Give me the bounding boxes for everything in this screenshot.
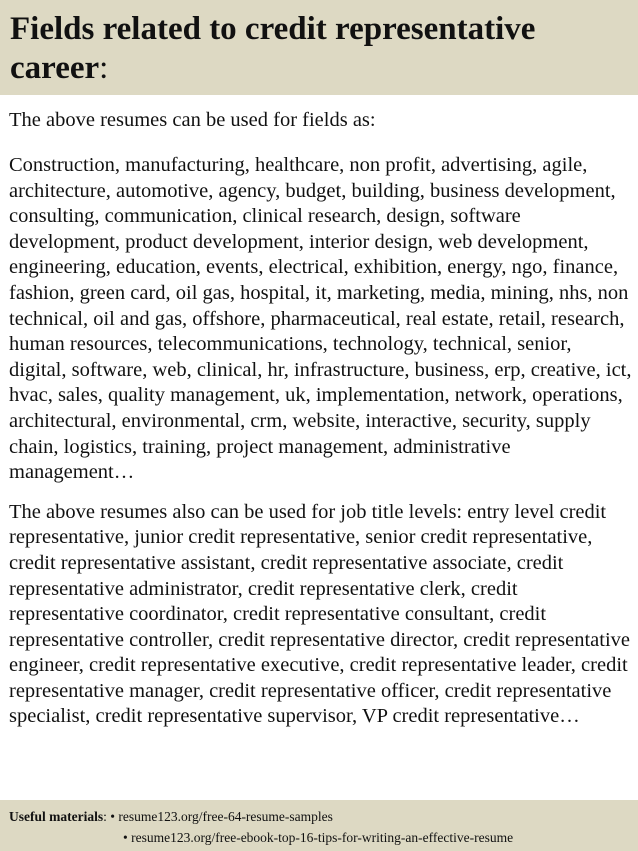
main-content xyxy=(9,108,633,730)
title-banner xyxy=(0,0,638,95)
useful-materials-footer xyxy=(0,800,638,851)
bullet-icon: • xyxy=(123,830,132,845)
useful-materials-label: Useful materials xyxy=(9,809,104,824)
resume-samples-link[interactable]: resume123.org/free-64-resume-samples xyxy=(118,809,333,824)
page-title-text: Fields related to credit representative career xyxy=(10,11,536,86)
job-levels-paragraph: The above resumes also can be used for job title levels: entry level credit representative, junior credit representative, senior credit representative, credit representative assistant, credit representative associate, credit representative administrator, credit representative clerk, credit representative coordinator, credit representative consultant, credit representative controller, credit representative director, credit representative engineer, credit representative executive, credit representative leader, credit representative manager, credit representative officer, credit representative specialist, credit representative supervisor, VP credit representative… xyxy=(9,500,631,728)
ebook-tips-link[interactable]: resume123.org/free-ebook-top-16-tips-for-writing-an-effective-resume xyxy=(131,830,514,845)
label-separator: : xyxy=(103,809,111,824)
bullet-icon: • xyxy=(110,809,119,824)
footer-row-2 xyxy=(9,827,638,848)
intro-text: The above resumes can be used for fields as: xyxy=(9,109,376,131)
page-title-colon: : xyxy=(99,50,109,86)
fields-paragraph: Construction, manufacturing, healthcare, non profit, advertising, agile, architecture, automotive, agency, budget, building, business development, consulting, communication, clinical research, design, software development, product development, interior design, web development, engineering, education, events, electrical, exhibition, energy, ngo, finance, fashion, green card, oil gas, hospital, it, marketing, media, mining, nhs, non technical, oil and gas, offshore, pharmaceutical, real estate, retail, research, human resources, telecommunications, technology, technical, senior, digital, software, web, clinical, hr, infrastructure, business, erp, creative, ict, hvac, sales, quality management, uk, implementation, network, operations, architectural, environmental, crm, website, interactive, security, supply chain, logistics, training, project management, administrative management… xyxy=(9,154,632,484)
page-title xyxy=(10,10,628,88)
footer-row-1 xyxy=(9,806,638,827)
